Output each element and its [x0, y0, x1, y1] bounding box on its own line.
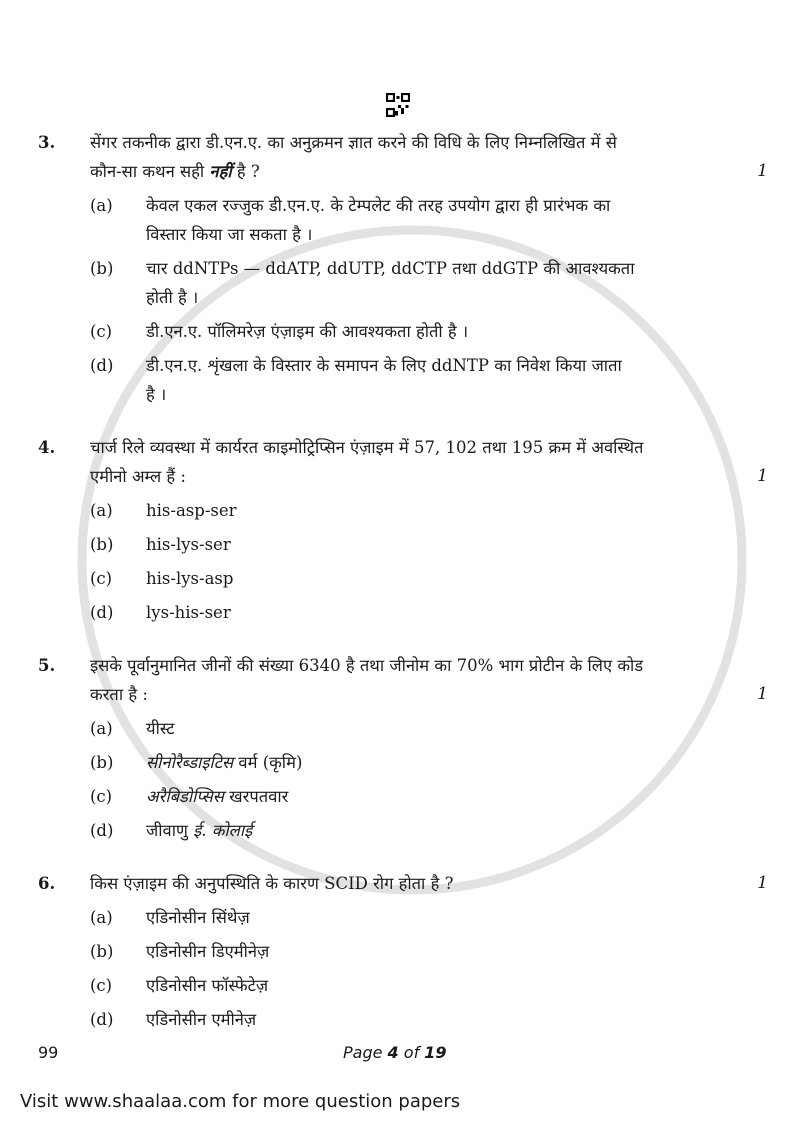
option [90, 191, 746, 249]
option-text: जीवाणु ई. कोलाई [146, 821, 253, 840]
page-footer [0, 1042, 800, 1064]
marks: 1 [757, 161, 768, 181]
option [90, 530, 746, 559]
option [90, 903, 746, 932]
option-label: (d) [90, 1010, 114, 1029]
option-label: (c) [90, 322, 113, 341]
option-text: his-lys-asp [146, 569, 234, 588]
option-label: (a) [90, 501, 113, 520]
option [90, 937, 746, 966]
question-number: 5. [38, 656, 56, 675]
option-text: सीनोरैब्डाइटिस वर्म (कृमि) [146, 753, 303, 772]
option-text: his-lys-ser [146, 535, 231, 554]
option-text: चार ddNTPs — ddATP, ddUTP, ddCTP तथा ddGTP की आवश्यकता होती है । [146, 259, 635, 307]
option-label: (a) [90, 196, 113, 215]
option-label: (c) [90, 787, 113, 806]
option [90, 254, 746, 312]
option-label: (d) [90, 356, 114, 375]
question-4 [38, 433, 768, 627]
page-number: Page 4 of 19 [343, 1043, 447, 1062]
option-label: (c) [90, 569, 113, 588]
option-label: (b) [90, 535, 114, 554]
option-text: डी.एन.ए. पॉलिमरेज़ एंज़ाइम की आवश्यकता होती है । [146, 322, 469, 341]
option-text: एडिनोसीन डिएमीनेज़ [146, 942, 270, 961]
option-text: एडिनोसीन एमीनेज़ [146, 1010, 257, 1029]
option-label: (a) [90, 719, 113, 738]
option [90, 816, 746, 845]
paper-code: 99 [38, 1043, 59, 1062]
question-number: 6. [38, 874, 56, 893]
option [90, 748, 746, 777]
option [90, 1005, 746, 1034]
marks: 1 [757, 684, 768, 704]
question-stem: सेंगर तकनीक द्वारा डी.एन.ए. का अनुक्रमन ज्ञात करने की विधि के लिए निम्नलिखित में से कौन-सा कथन सही नहीं है ? [90, 133, 617, 181]
question-stem: इसके पूर्वानुमानित जीनों की संख्या 6340 है तथा जीनोम का 70% भाग प्रोटीन के लिए कोड करता है : [90, 656, 644, 704]
marks: 1 [757, 873, 768, 893]
option-label: (d) [90, 821, 114, 840]
marks: 1 [757, 466, 768, 486]
option [90, 564, 746, 593]
option-label: (a) [90, 908, 113, 927]
question-stem: किस एंज़ाइम की अनुपस्थिति के कारण SCID रोग होता है ? [90, 874, 454, 893]
question-stem: चार्ज रिले व्यवस्था में कार्यरत काइमोट्रिप्सिन एंज़ाइम में 57, 102 तथा 195 क्रम में अवस्थित एमीनो अम्ल हैं : [90, 438, 644, 486]
question-3 [38, 128, 768, 409]
question-6 [38, 869, 768, 1034]
option-text: एडिनोसीन सिंथेज़ [146, 908, 250, 927]
option-text: केवल एकल रज्जुक डी.एन.ए. के टेम्पलेट की तरह उपयोग द्वारा ही प्रारंभक का विस्तार किया जा सकता है । [146, 196, 611, 244]
option-text: एडिनोसीन फॉस्फेटेज़ [146, 976, 269, 995]
option-label: (c) [90, 976, 113, 995]
option [90, 351, 746, 409]
option [90, 782, 746, 811]
question-number: 3. [38, 133, 56, 152]
option-text: lys-his-ser [146, 603, 231, 622]
option-label: (b) [90, 942, 114, 961]
option-label: (d) [90, 603, 114, 622]
option-text: अरैबिडोप्सिस खरपतवार [146, 787, 289, 806]
option-text: his-asp-ser [146, 501, 237, 520]
option [90, 496, 746, 525]
option-label: (b) [90, 753, 114, 772]
question-5 [38, 651, 768, 845]
option-text: डी.एन.ए. शृंखला के विस्तार के समापन के लिए ddNTP का निवेश किया जाता है । [146, 356, 622, 404]
option-label: (b) [90, 259, 114, 278]
visit-link[interactable]: Visit www.shaalaa.com for more question papers [20, 1091, 461, 1112]
option [90, 714, 746, 743]
question-number: 4. [38, 438, 56, 457]
option [90, 971, 746, 1000]
option [90, 598, 746, 627]
option [90, 317, 746, 346]
option-text: यीस्ट [146, 719, 175, 738]
